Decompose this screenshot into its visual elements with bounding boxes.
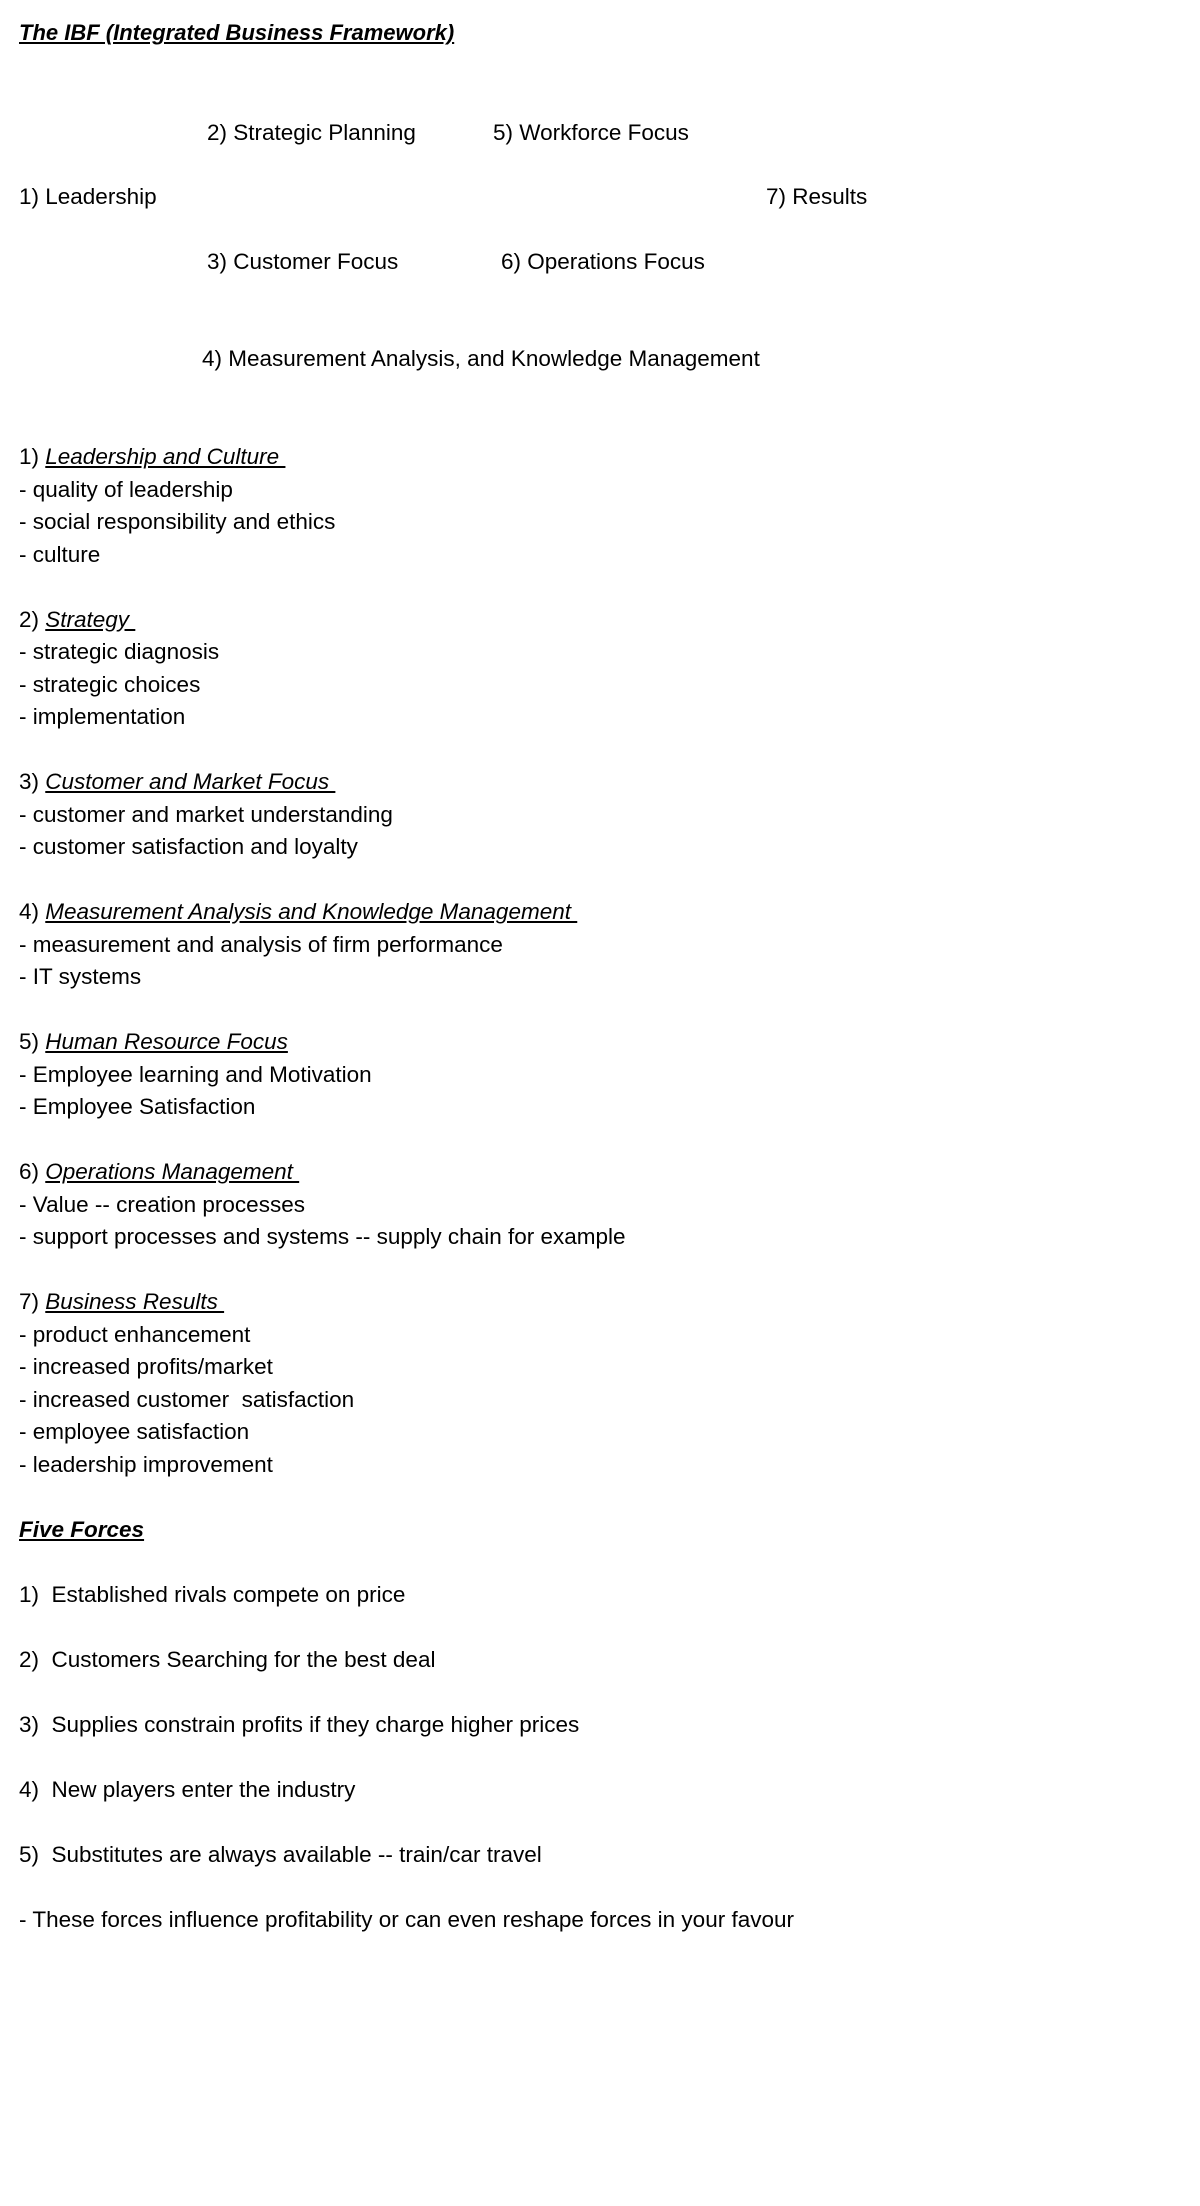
section-title: Business Results xyxy=(45,1289,225,1314)
five-forces-item: 2) Customers Searching for the best deal xyxy=(19,1646,436,1672)
blank-line xyxy=(19,1611,794,1644)
section-number: 7) xyxy=(19,1289,46,1314)
section-title: Human Resource Focus xyxy=(45,1029,288,1054)
section-number: 1) xyxy=(19,444,46,469)
list-item: - employee satisfaction xyxy=(19,1419,250,1444)
five-forces-item: 3) Supplies constrain profits if they charge higher prices xyxy=(19,1711,580,1737)
list-item: - increased profits/market xyxy=(19,1354,273,1379)
section-title: Customer and Market Focus xyxy=(45,769,336,794)
section-heading xyxy=(19,896,794,929)
diagram-label-strategic-planning: 2) Strategic Planning xyxy=(207,120,416,145)
blank-line xyxy=(19,1124,794,1157)
blank-line xyxy=(19,734,794,767)
section-number: 3) xyxy=(19,769,46,794)
list-item: - support processes and systems -- supply chain for example xyxy=(19,1224,626,1249)
blank-line xyxy=(19,1871,794,1904)
list-item: - measurement and analysis of firm performance xyxy=(19,931,503,957)
blank-line xyxy=(19,571,794,604)
blank-line xyxy=(19,1254,794,1287)
section-title: Strategy xyxy=(45,606,136,632)
list-item: - implementation xyxy=(19,704,186,729)
list-item: - strategic choices xyxy=(19,671,201,697)
five-forces-item: 5) Substitutes are always available -- train/car travel xyxy=(19,1841,542,1867)
five-forces-conclusion: - These forces influence profitability or can even reshape forces in your favour xyxy=(19,1906,794,1932)
list-item: - quality of leadership xyxy=(19,476,233,502)
blank-line xyxy=(19,1481,794,1514)
page-title: The IBF (Integrated Business Framework) xyxy=(19,20,455,45)
section-number: 5) xyxy=(19,1029,46,1054)
diagram-label-workforce-focus: 5) Workforce Focus xyxy=(493,120,689,145)
list-item: - product enhancement xyxy=(19,1321,251,1347)
list-item: - IT systems xyxy=(19,964,142,989)
five-forces-item: 1) Established rivals compete on price xyxy=(19,1581,406,1607)
section-title: Leadership and Culture xyxy=(45,444,286,469)
list-item: - strategic diagnosis xyxy=(19,639,220,664)
list-item: - Employee learning and Motivation xyxy=(19,1061,372,1087)
blank-line xyxy=(19,1546,794,1579)
five-forces-heading: Five Forces xyxy=(19,1516,145,1542)
blank-line xyxy=(19,1806,794,1839)
section-heading xyxy=(19,1286,794,1319)
diagram-label-results: 7) Results xyxy=(766,184,868,209)
section-number: 2) xyxy=(19,606,46,632)
section-number: 6) xyxy=(19,1159,46,1184)
section-number: 4) xyxy=(19,899,46,924)
section-heading xyxy=(19,604,794,637)
blank-line xyxy=(19,1676,794,1709)
list-item: - customer satisfaction and loyalty xyxy=(19,834,358,859)
diagram-label-measurement: 4) Measurement Analysis, and Knowledge Management xyxy=(202,346,760,371)
list-item: - leadership improvement xyxy=(19,1451,273,1477)
section-heading xyxy=(19,1026,794,1059)
section-heading xyxy=(19,441,794,474)
list-item: - customer and market understanding xyxy=(19,801,393,827)
document-body xyxy=(19,441,794,1936)
section-title: Operations Management xyxy=(45,1159,300,1184)
five-forces-item: 4) New players enter the industry xyxy=(19,1776,356,1802)
blank-line xyxy=(19,864,794,897)
list-item: - Employee Satisfaction xyxy=(19,1094,256,1119)
diagram-label-leadership: 1) Leadership xyxy=(19,184,157,209)
section-heading xyxy=(19,766,794,799)
blank-line xyxy=(19,1741,794,1774)
list-item: - Value -- creation processes xyxy=(19,1191,305,1217)
list-item: - social responsibility and ethics xyxy=(19,509,336,534)
diagram-label-operations-focus: 6) Operations Focus xyxy=(501,249,705,274)
list-item: - increased customer satisfaction xyxy=(19,1386,355,1412)
section-title: Measurement Analysis and Knowledge Management xyxy=(45,899,578,924)
blank-line xyxy=(19,994,794,1027)
diagram-label-customer-focus: 3) Customer Focus xyxy=(207,249,399,274)
section-heading xyxy=(19,1156,794,1189)
list-item: - culture xyxy=(19,541,101,567)
